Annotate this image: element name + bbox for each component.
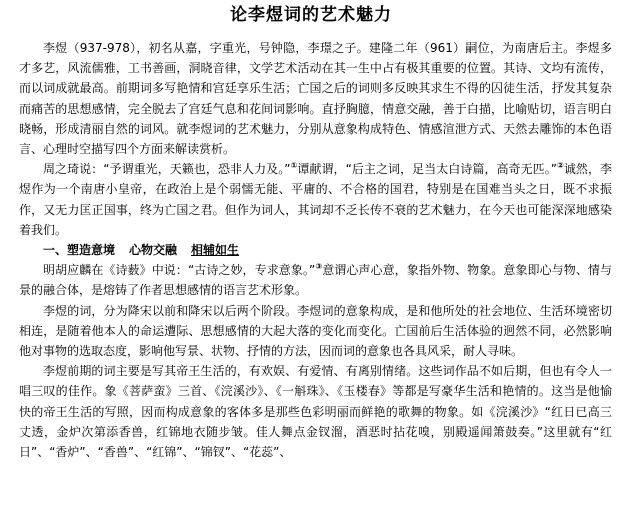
- intro-paragraph: 李煜（937-978），初名从嘉，字重光，号钟隐，李璟之子。建隆二年（961）嗣位，为南唐后主。李煜多才多艺，风流儒雅，工书善画，洞晓音律，文学艺术活动在其一生中占有极其重要的位置。其诗、文均有流传，而以词成就最高。前期词多写艳情和宫廷享乐生活；亡国之后的词则多反映其求生不得的囚徒生活，抒发其复杂而痛苦的思想感情，完全脱去了宫廷气息和花间词影响。直抒胸臆，情意交融，善于白描，比喻贴切，语言明白晓畅，形成清丽自然的词风。就李煜词的艺术魅力，分别从意象构成特色、情感渲泄方式、天然去雕饰的本色语言、心理时空描写四个方面来解读赏析。: [19, 41, 612, 157]
- critic-evaluation: 诚然，李煜作为一个南唐小皇帝，在政治上是个弱懦无能、平庸的、不合格的国君，特别是在国难当头之日，既不求振作，又无力匡正国事，终为亡国之君。但作为词人，其词却不乏长传不衰的艺术魅力，在今天也可能深深地感染着我们。: [19, 162, 613, 237]
- footnote-marker-2: ②: [556, 161, 564, 171]
- two-stages-paragraph: 李煜的词，分为降宋以前和降宋以后两个阶段。李煜词的意象构成，是和他所处的社会地位、生活环境密切相连，是随着他本人的命运遭际、思想感情的大起大落的变化而变化。亡国前后生活体验的迥然不同，必然影响他对事物的选取态度，影响他写景、状物、抒情的方法，因而词的意象也各具风采，耐人寻味。: [19, 303, 612, 359]
- section-heading-middle: 心物交融: [129, 243, 178, 258]
- footnote-marker-3: ③: [315, 262, 323, 272]
- hu-yinglin-quote: 明胡应麟在《诗薮》中说：“古诗之妙，专求意象。”: [43, 263, 316, 278]
- early-works-paragraph: 李煜前期的词主要是写其帝王生活的，有欢娱、有爱情、有离别情绪。这些词作品不如后期，但也有令人一唱三叹的佳作。象《菩萨蛮》三首、《浣溪沙》、《一斛珠》、《玉楼春》等都是写豪华生活和艳情的。这当是他愉快的帝王生活的写照，因而构成意象的客体多是那些色彩明丽而鲜艳的歌舞的物象。如《浣溪沙》“红日已高三丈透，金炉次第添香兽，红锦地衣随步皱。佳人舞点金钗溜，酒恶时拈花嗅，别殿遥闻箫鼓奏。”这里就有“红日”、“香炉”、“香兽”、“红锦”、“锦钗”、“花蕊”、: [19, 364, 612, 460]
- critic-quote-zhou: 周之琦说：“予谓重光，天籁也，恐非人力及。”: [43, 162, 291, 177]
- section-heading-end: 相辅如生: [191, 243, 240, 258]
- critics-paragraph: [19, 159, 612, 240]
- critic-quote-tan: 谭献谓，“后主之词，足当太白诗篇，高奇无匹。”: [297, 162, 557, 177]
- article-title: 论李煜词的艺术魅力: [230, 5, 392, 25]
- section-heading-1: [19, 240, 612, 260]
- article-body: [0, 38, 622, 462]
- section-heading-number: 一、塑造意境: [43, 243, 116, 258]
- footnote-marker-1: ①: [290, 161, 298, 171]
- imagery-definition-paragraph: [19, 260, 612, 300]
- imagery-definition: 意谓心声心意，象指外物、物象。意象即心与物、情与景的融合体，是熔铸了作者思想感情的语言艺术形象。: [19, 263, 612, 298]
